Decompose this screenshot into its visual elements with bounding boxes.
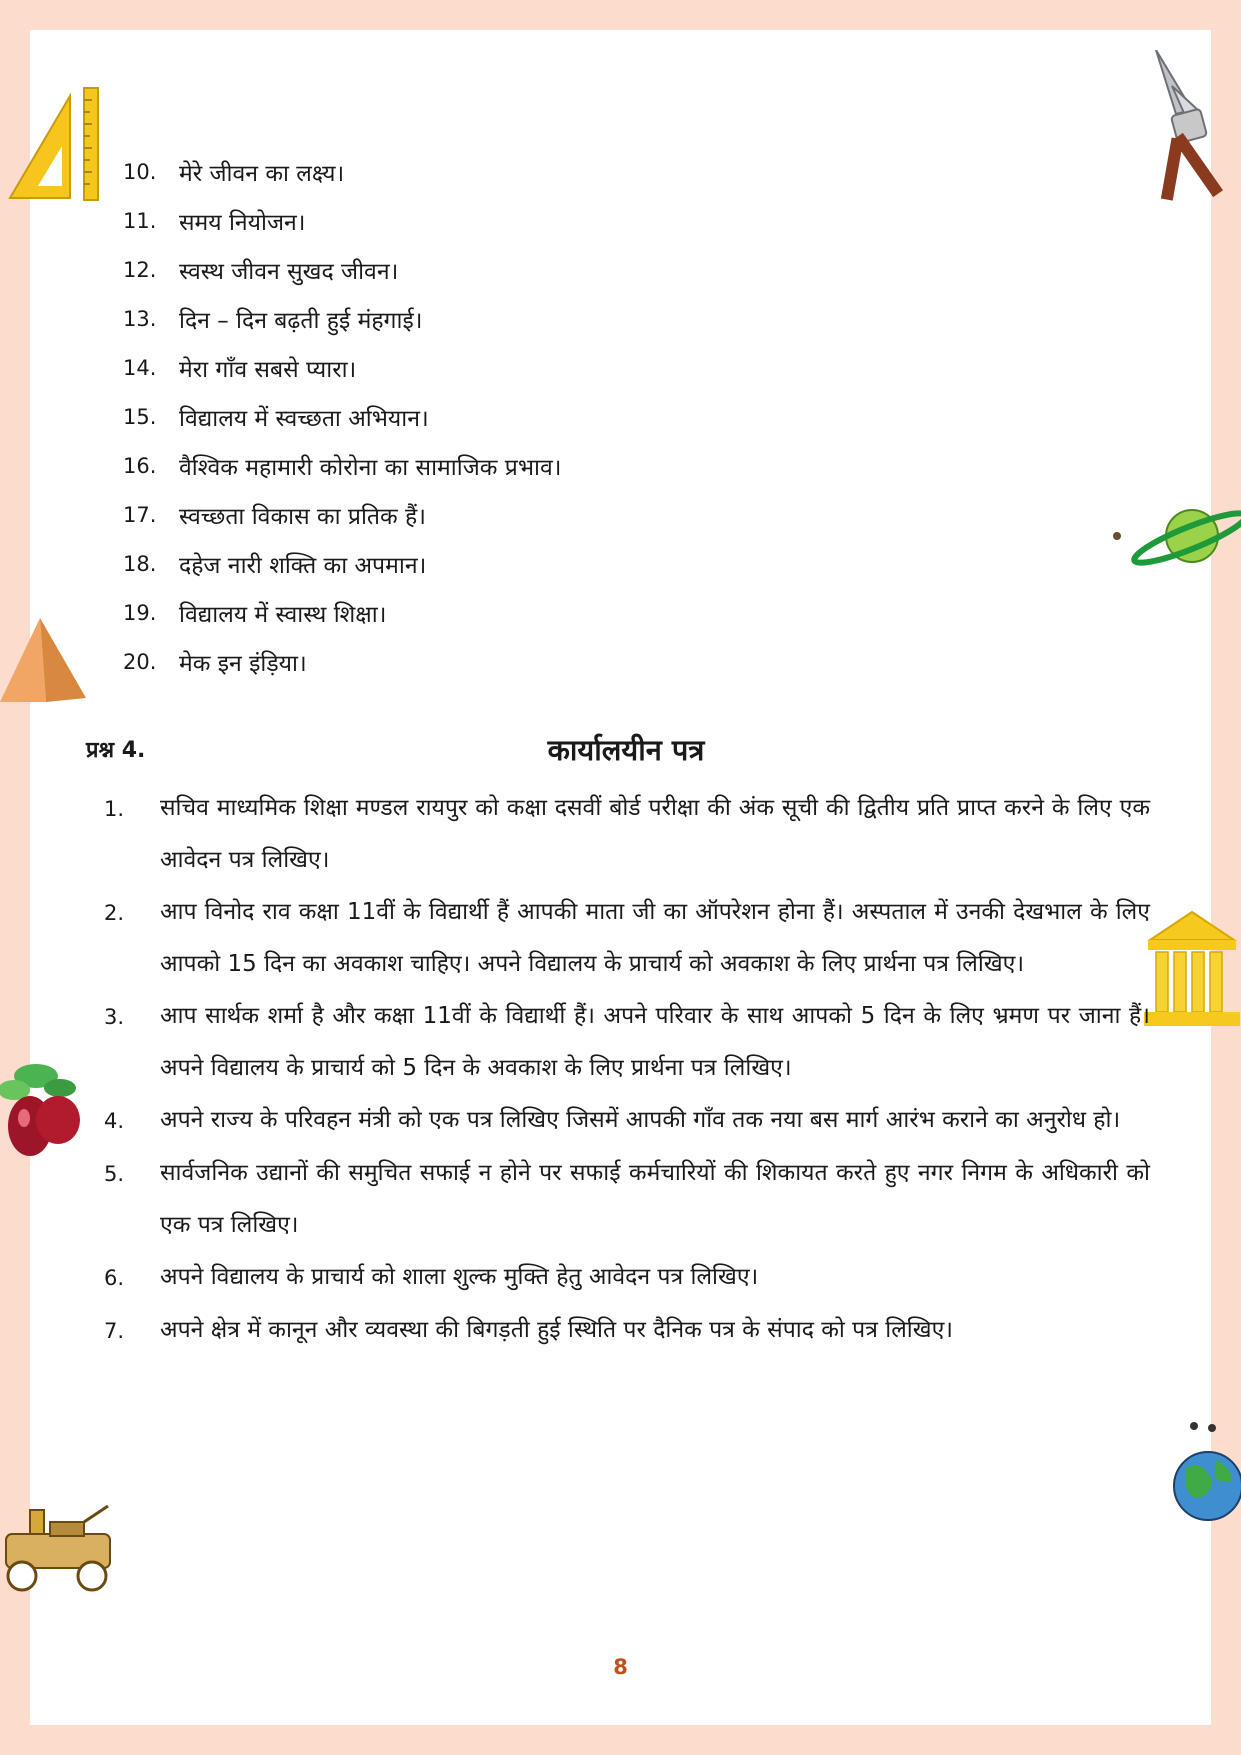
item-text: मेरे जीवन का लक्ष्य। xyxy=(179,160,345,187)
item-text: विद्यालय में स्वास्थ शिक्षा। xyxy=(179,601,387,628)
item-text: आप विनोद राव कक्षा 11वीं के विद्यार्थी हैं आपकी माता जी का ऑपरेशन होना हैं। अस्पताल में उनकी देखभाल के लिए आपको 15 दिन का अवकाश चाहिए। अपने विद्यालय के प्राचार्य को अवकाश के लिए प्रार्थना पत्र लिखिए। xyxy=(160,899,1150,977)
list-item xyxy=(104,1094,1150,1147)
item-number: 11. xyxy=(123,208,157,233)
item-number: 5. xyxy=(104,1162,125,1186)
item-text: विद्यालय में स्वच्छता अभियान। xyxy=(179,405,429,432)
item-text: मेक इन इंड़िया। xyxy=(179,650,307,677)
item-text: वैश्विक महामारी कोरोना का सामाजिक प्रभाव। xyxy=(179,454,562,481)
list-item xyxy=(104,1147,1150,1251)
item-text: सार्वजनिक उद्यानों की समुचित सफाई न होने पर सफाई कर्मचारियों की शिकायत करते हुए नगर निगम के अधिकारी को एक पत्र लिखिए। xyxy=(160,1160,1150,1238)
set-square-ruler-icon xyxy=(4,86,100,202)
list-item xyxy=(123,343,561,392)
item-number: 3. xyxy=(104,1005,125,1029)
item-number: 1. xyxy=(104,797,125,821)
item-text: अपने राज्य के परिवहन मंत्री को एक पत्र लिखिए जिसमें आपकी गाँव तक नया बस मार्ग आरंभ कराने का अनुरोध हो। xyxy=(160,1107,1121,1133)
list-item xyxy=(123,196,561,245)
item-number: 2. xyxy=(104,901,125,925)
item-text: समय नियोजन। xyxy=(179,209,306,236)
list-item xyxy=(123,490,561,539)
item-number: 13. xyxy=(123,306,157,331)
item-text: मेरा गाँव सबसे प्यारा। xyxy=(179,356,357,383)
list-item xyxy=(123,637,561,686)
item-number: 20. xyxy=(123,649,157,674)
pillar-icon xyxy=(1140,910,1241,1030)
item-text: अपने क्षेत्र में कानून और व्यवस्था की बिगड़ती हुई स्थिति पर दैनिक पत्र के संपाद को पत्र लिखिए। xyxy=(160,1317,954,1343)
item-text: आप सार्थक शर्मा है और कक्षा 11वीं के विद्यार्थी हैं। अपने परिवार के साथ आपको 5 दिन के लिए भ्रमण पर जाना हैं। अपने विद्यालय के प्राचार्य को 5 दिन के अवकाश के लिए प्रार्थना पत्र लिखिए। xyxy=(160,1003,1150,1081)
item-text: दहेज नारी शक्ति का अपमान। xyxy=(179,552,427,579)
list-item xyxy=(104,886,1150,990)
pliers-icon xyxy=(1152,50,1238,202)
list-item xyxy=(104,1304,1150,1357)
pyramid-icon xyxy=(0,614,88,704)
rover-icon xyxy=(0,1500,125,1600)
letter-prompt-list xyxy=(104,782,1150,1357)
list-item xyxy=(123,245,561,294)
item-number: 4. xyxy=(104,1109,125,1133)
item-number: 19. xyxy=(123,600,157,625)
section-title: कार्यालयीन पत्र xyxy=(547,733,705,767)
item-number: 12. xyxy=(123,257,157,282)
list-item xyxy=(123,441,561,490)
item-number: 14. xyxy=(123,355,157,380)
list-item xyxy=(123,147,561,196)
item-text: दिन – दिन बढ़ती हुई मंहगाई। xyxy=(179,307,423,334)
question-label: प्रश्न 4. xyxy=(86,738,146,763)
fruit-icon xyxy=(0,1060,88,1170)
list-item xyxy=(104,1251,1150,1304)
item-text: सचिव माध्यमिक शिक्षा मण्डल रायपुर को कक्षा दसवीं बोर्ड परीक्षा की अंक सूची की द्वितीय प्रति प्राप्त करने के लिए एक आवेदन पत्र लिखिए। xyxy=(160,795,1150,873)
list-item xyxy=(123,392,561,441)
item-number: 6. xyxy=(104,1266,125,1290)
item-number: 17. xyxy=(123,502,157,527)
item-number: 16. xyxy=(123,453,157,478)
globe-icon xyxy=(1168,1420,1241,1530)
planet-icon xyxy=(1110,500,1241,570)
list-item xyxy=(104,782,1150,886)
question-heading xyxy=(86,730,1166,774)
list-item xyxy=(104,990,1150,1094)
page-number: 8 xyxy=(613,1655,628,1679)
list-item xyxy=(123,539,561,588)
item-number: 7. xyxy=(104,1319,125,1343)
item-text: अपने विद्यालय के प्राचार्य को शाला शुल्क मुक्ति हेतु आवेदन पत्र लिखिए। xyxy=(160,1264,759,1290)
item-text: स्वच्छता विकास का प्रतिक हैं। xyxy=(179,503,426,530)
item-number: 18. xyxy=(123,551,157,576)
item-number: 15. xyxy=(123,404,157,429)
list-item xyxy=(123,294,561,343)
essay-topic-list xyxy=(123,147,561,686)
item-number: 10. xyxy=(123,159,157,184)
list-item xyxy=(123,588,561,637)
item-text: स्वस्थ जीवन सुखद जीवन। xyxy=(179,258,399,285)
